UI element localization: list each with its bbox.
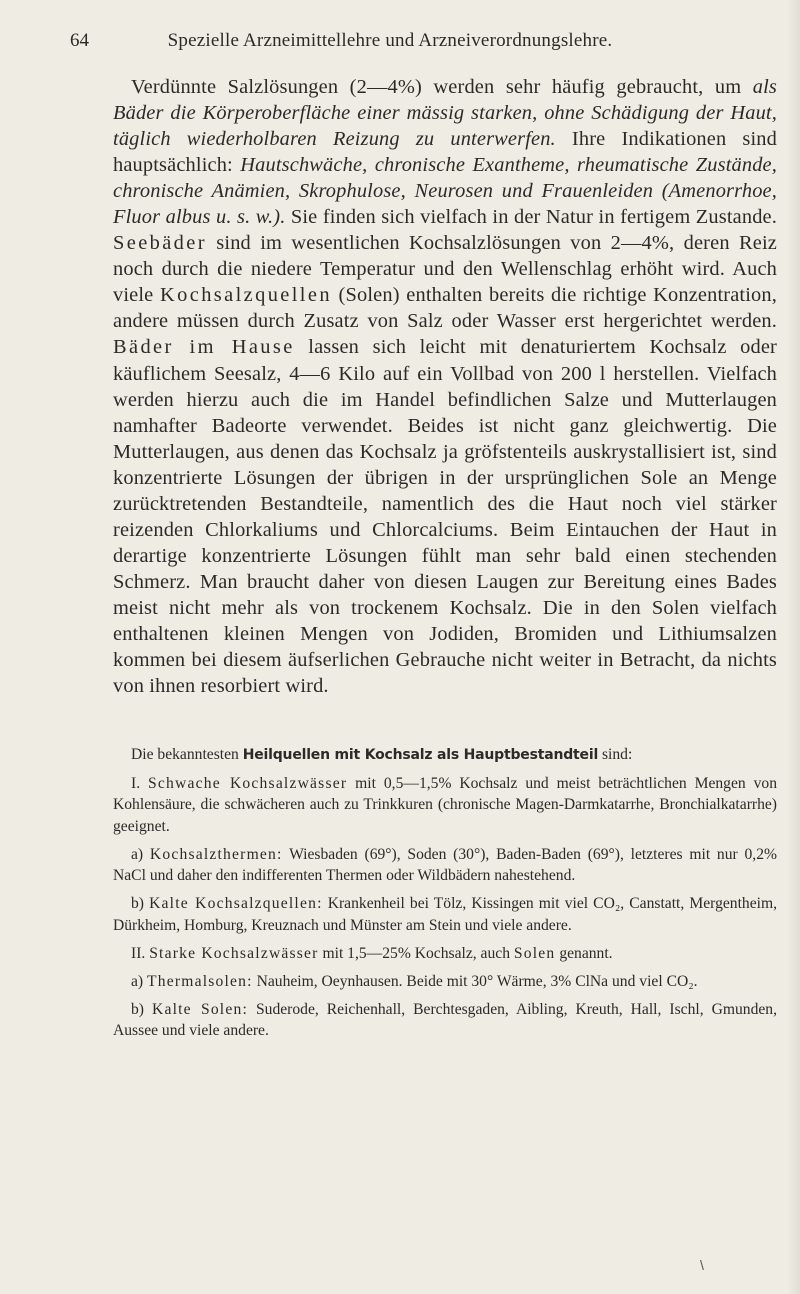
spaced-term: Starke Kochsalzwässer <box>149 944 319 962</box>
list-item <box>113 893 777 936</box>
spaced-term: Seebäder <box>113 232 207 255</box>
item-label: b) <box>131 895 150 913</box>
spaced-term: Schwache Kochsalzwässer <box>148 775 348 792</box>
text-run: lassen sich leicht mit denaturiertem Kochsalz oder käuflichem Seesalz, 4—6 Kilo auf ein Vollbad von 200 l herstellen. Vielfach werden hierzu auch die im Handel befindlichen Salze und Mutterlaugen namhafter Badeorte verwendet. Beides ist nicht ganz gleichwertig. Die Mutterlaugen, aus denen das Kochsalz ja gröfstenteils auskrystallisiert ist, sind konzentrierte Lösungen der übrigen in der ursprünglichen Sole an Menge zurücktretenden Bestandteile, namentlich des die Haut noch viel stärker reizenden Chlorkaliums und Chlorcalciums. Beim Eintauchen der Haut in derartige konzentrierte Lösungen fühlt man sehr bald einen stechenden Schmerz. Man braucht daher von diesen Laugen zur Bereitung eines Bades meist nicht mehr als von trockenem Kochsalz. Die in den Solen vielfach enthaltenen kleinen Mengen von Jodiden, Bromiden und Lithiumsalzen kommen bei diesem äufserlichen Gebrauche nicht weiter in Betracht, da nichts von ihnen resorbiert wird. <box>113 336 777 698</box>
page-number: 64 <box>70 30 89 51</box>
emphasis: Hautschwäche, chronische Exantheme, rheumatische Zustände, chronische Anämien, Skrophulose, Neurosen und Frauenleiden (Amenorrhoe, Fluor albus u. s. w.). <box>113 154 777 229</box>
page-edge-shadow <box>786 0 800 1294</box>
list-item <box>113 943 777 964</box>
item-label: a) <box>131 972 148 990</box>
running-title: Spezielle Arzneimittellehre und Arzneiverordnungslehre. <box>167 30 613 51</box>
spaced-term: Solen <box>513 944 556 962</box>
list-intro <box>113 744 777 766</box>
text-run: Krankenheil bei Tölz, Kissingen mit viel CO₂, Canstatt, Mergentheim, Dürkheim, Homburg, Kreuznach und Münster am Stein und viele andere. <box>113 895 778 934</box>
text-run: Verdünnte Salzlösungen (2—4%) werden sehr häufig gebraucht, um <box>131 76 753 98</box>
text-run: mit 0,5—1,5% Kochsalz und meist beträchtlichen Mengen von Kohlensäure, die schwächeren auch zu Trinkkuren (chronische Magen-Darmkatarrhe, Bronchialkatarrhe) geeignet. <box>113 775 777 835</box>
text-run: Suderode, Reichenhall, Berchtesgaden, Aibling, Kreuth, Hall, Ischl, Gmunden, Aussee und viele andere. <box>113 1000 777 1040</box>
spaced-term: Kochsalzthermen: <box>149 845 283 863</box>
list-item <box>113 844 777 887</box>
bold-heading: Heilquellen mit Kochsalz als Hauptbestandteil <box>242 747 599 763</box>
text-run: Ihre Indikationen sind hauptsächlich: <box>113 128 777 177</box>
list-item <box>113 773 777 837</box>
spaced-term: Bäder im Hause <box>113 336 295 359</box>
spaced-term: Kalte Solen: <box>151 1000 248 1018</box>
text-run: Die bekanntesten <box>131 746 243 763</box>
spaced-term: Kochsalzquellen <box>160 284 332 307</box>
text-run: sind: <box>598 746 633 763</box>
text-run: Wiesbaden (69°), Soden (30°), Baden-Baden (69°), letzteres mit nur 0,2% NaCl und daher den indifferenten Thermen oder Wildbädern nahestehend. <box>113 845 777 885</box>
main-paragraph <box>113 74 777 699</box>
list-item <box>113 999 777 1042</box>
body-text <box>113 74 777 699</box>
spaced-term: Thermalsolen: <box>147 972 253 990</box>
text-run: sind im wesentlichen Kochsalzlösungen von 2—4%, deren Reiz noch durch die niedere Temperatur und den Wellenschlag erhöht wird. Auch viele <box>113 232 777 307</box>
text-run: Nauheim, Oeynhausen. Beide mit 30° Wärme, 3% ClNa und viel CO₂. <box>252 972 698 990</box>
item-label: II. <box>131 944 150 962</box>
text-run: mit 1,5—25% Kochsalz, auch <box>318 944 514 962</box>
text-run: Sie finden sich vielfach in der Natur in fertigem Zustande. <box>285 206 777 229</box>
item-label: I. <box>131 775 149 792</box>
list-item <box>113 971 777 992</box>
emphasis: als Bäder die Körperoberfläche einer mässig starken, ohne Schädigung der Haut, täglich wiederholbaren Reizung zu unterwerfen. <box>113 76 777 151</box>
text-run: (Solen) enthalten bereits die richtige Konzentration, andere müssen durch Zusatz von Salz oder Wasser erst hergerichtet werden. <box>113 284 778 333</box>
text-run: genannt. <box>555 944 613 962</box>
item-label: a) <box>131 845 150 863</box>
stray-mark: \ <box>700 1257 704 1273</box>
spa-list <box>113 744 777 1048</box>
item-label: b) <box>131 1000 152 1018</box>
spaced-term: Kalte Kochsalzquellen: <box>149 895 323 913</box>
